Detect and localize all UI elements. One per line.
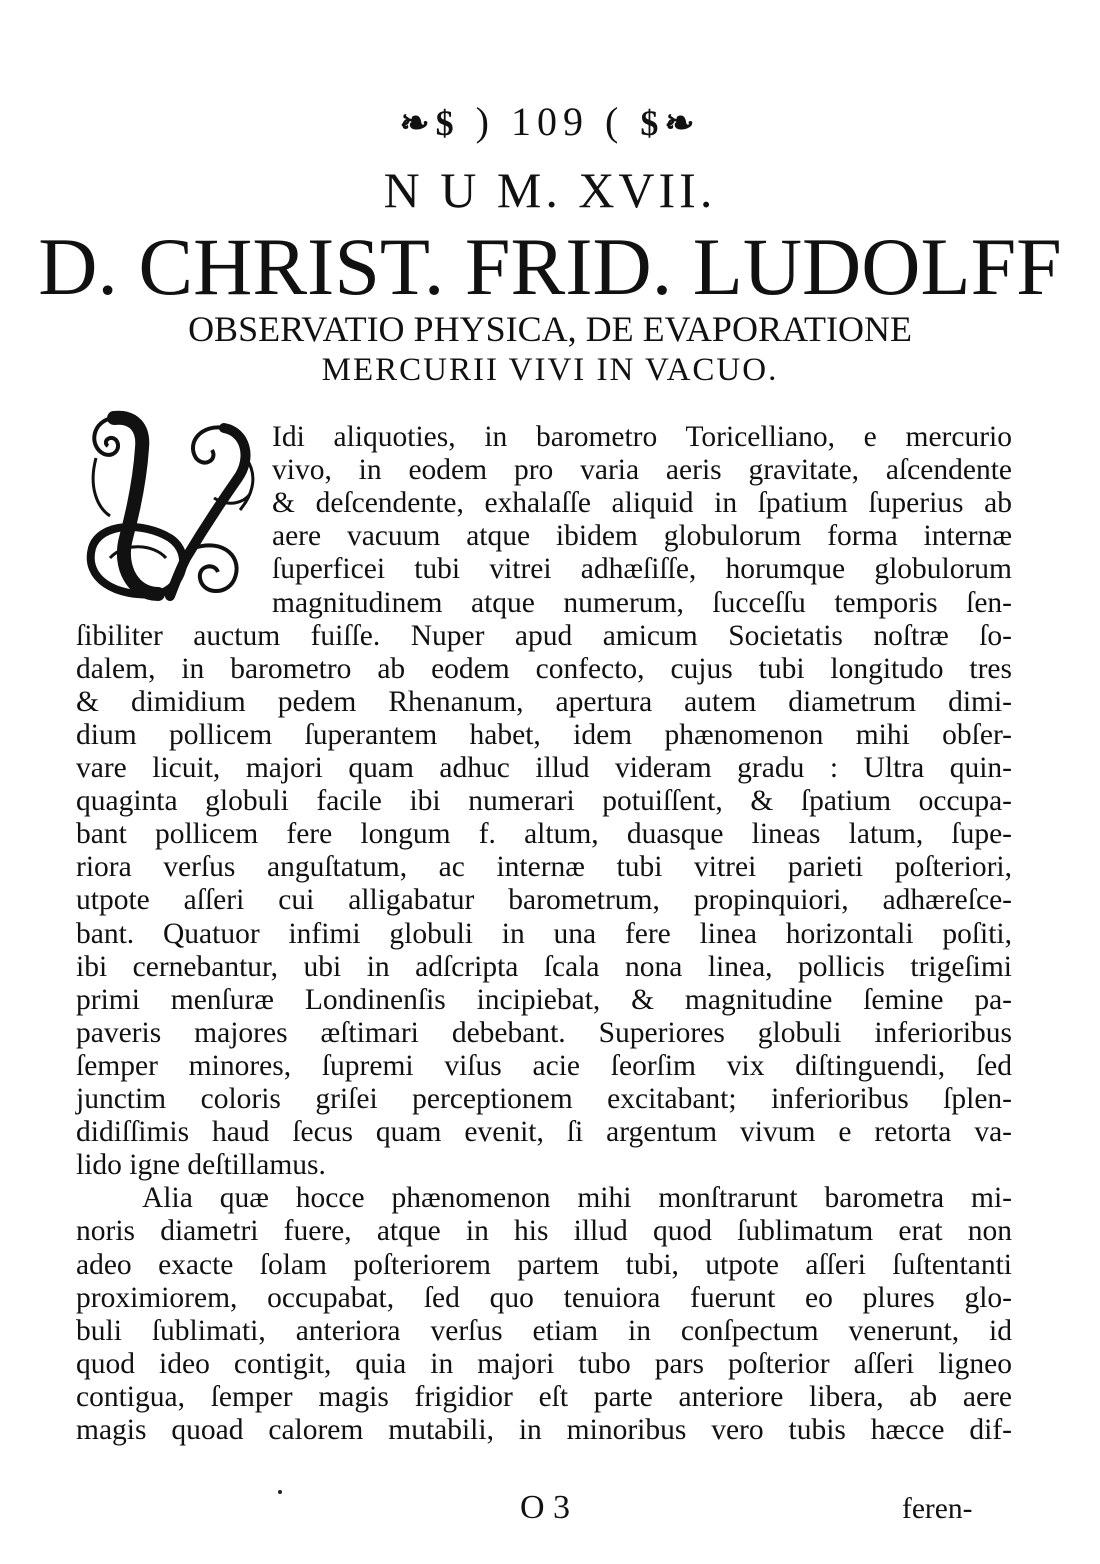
text-line: junctim coloris griſei perceptionem excitabant; inferioribus ſplen- xyxy=(76,1083,1012,1115)
text-line: & dimidium pedem Rhenanum, apertura autem diametrum dimi- xyxy=(76,685,1012,718)
text-line: Alia quæ hocce phænomenon mihi monſtrarunt barometra mi- xyxy=(142,1182,1012,1215)
ornament-left-icon: ❧$ xyxy=(399,103,460,143)
text-line: bant pollicem fere longum f. altum, duasque lineas latum, ſupe- xyxy=(76,818,1012,851)
text-line: aere vacuum atque ibidem globulorum forma internæ xyxy=(272,520,1012,553)
text-line: contigua, ſemper magis frigidior eſt parte anteriore libera, ab aere xyxy=(76,1380,1012,1413)
text-line: paveris majores æſtimari debebant. Superiores globuli inferioribus xyxy=(76,1016,1012,1049)
text-line: vivo, in eodem pro varia aeris gravitate, aſcendente xyxy=(272,454,1012,487)
text-line: Idi aliquoties, in barometro Toricelliano, e mercurio xyxy=(272,421,1012,453)
text-line: bant. Quatuor infimi globuli in una fere linea horizontali poſiti, xyxy=(76,917,1012,950)
subtitle-line-2: MERCURII VIVI IN VACUO. xyxy=(321,352,779,388)
text-line: lido igne deſtillamus. xyxy=(76,1149,326,1182)
page-number-label: ) 109 ( xyxy=(475,99,625,144)
text-line: primi menſuræ Londinenſis incipiebat, & magnitudine ſemine pa- xyxy=(76,983,1012,1016)
text-line: vare licuit, majori quam adhuc illud videram gradu : Ultra quin- xyxy=(76,752,1012,784)
text-line: ſuperficei tubi vitrei adhæſiſſe, horumque globulorum xyxy=(272,553,1012,586)
text-line: buli ſublimati, anteriora verſus etiam in conſpectum venerunt, id xyxy=(76,1314,1012,1347)
subtitle-line-1: OBSERVATIO PHYSICA, DE EVAPORATIONE xyxy=(188,309,912,349)
running-head xyxy=(0,98,1100,147)
catchword: feren- xyxy=(902,1493,973,1525)
signature-mark: O 3 xyxy=(520,1489,571,1526)
text-line: dium pollicem ſuperantem habet, idem phænomenon mihi obſer- xyxy=(76,718,1012,751)
text-line: noris diametri fuere, atque in his illud quod ſublimatum erat non xyxy=(76,1215,1012,1248)
article-number: N U M. XVII. xyxy=(383,162,717,218)
text-line: riora verſus anguſtatum, ac internæ tubi vitrei parieti poſteriori, xyxy=(76,851,1012,884)
text-line: proximiorem, occupabat, ſed quo tenuiora fuerunt eo plures glo- xyxy=(76,1281,1012,1314)
text-line: quaginta globuli facile ibi numerari potuiſſent, & ſpatium occupa- xyxy=(76,785,1012,818)
text-line: ibi cernebantur, ubi in adſcripta ſcala nona linea, pollicis trigeſimi xyxy=(76,950,1012,983)
text-line: adeo exacte ſolam poſteriorem partem tubi, utpote aſſeri ſuſtentanti xyxy=(76,1248,1012,1281)
author-title: D. CHRIST. FRID. LUDOLFF xyxy=(38,221,1062,312)
text-line: utpote aſſeri cui alligabatur barometrum, propinquiori, adhæreſce- xyxy=(76,884,1012,917)
ornament-right-icon: $❧ xyxy=(640,103,701,143)
text-line: magis quoad calorem mutabili, in minoribus vero tubis hæcce dif- xyxy=(76,1414,1012,1446)
text-line: magnitudinem atque numerum, ſucceſſu temporis ſen- xyxy=(272,586,1012,619)
text-line: ſemper minores, ſupremi viſus acie ſeorſim vix diſtinguendi, ſed xyxy=(76,1049,1012,1082)
printing-speck xyxy=(278,1490,282,1494)
dropcap-v-icon xyxy=(74,398,264,608)
text-line: ſibiliter auctum fuiſſe. Nuper apud amicum Societatis noſtræ ſo- xyxy=(76,619,1012,652)
text-line: didiſſimis haud ſecus quam evenit, ſi argentum vivum e retorta va- xyxy=(76,1116,1012,1149)
text-line: dalem, in barometro ab eodem confecto, cujus tubi longitudo tres xyxy=(76,652,1012,685)
text-line: & deſcendente, exhalaſſe aliquid in ſpatium ſuperius ab xyxy=(272,487,1012,520)
text-line: quod ideo contigit, quia in majori tubo pars poſterior aſſeri ligneo xyxy=(76,1347,1012,1380)
